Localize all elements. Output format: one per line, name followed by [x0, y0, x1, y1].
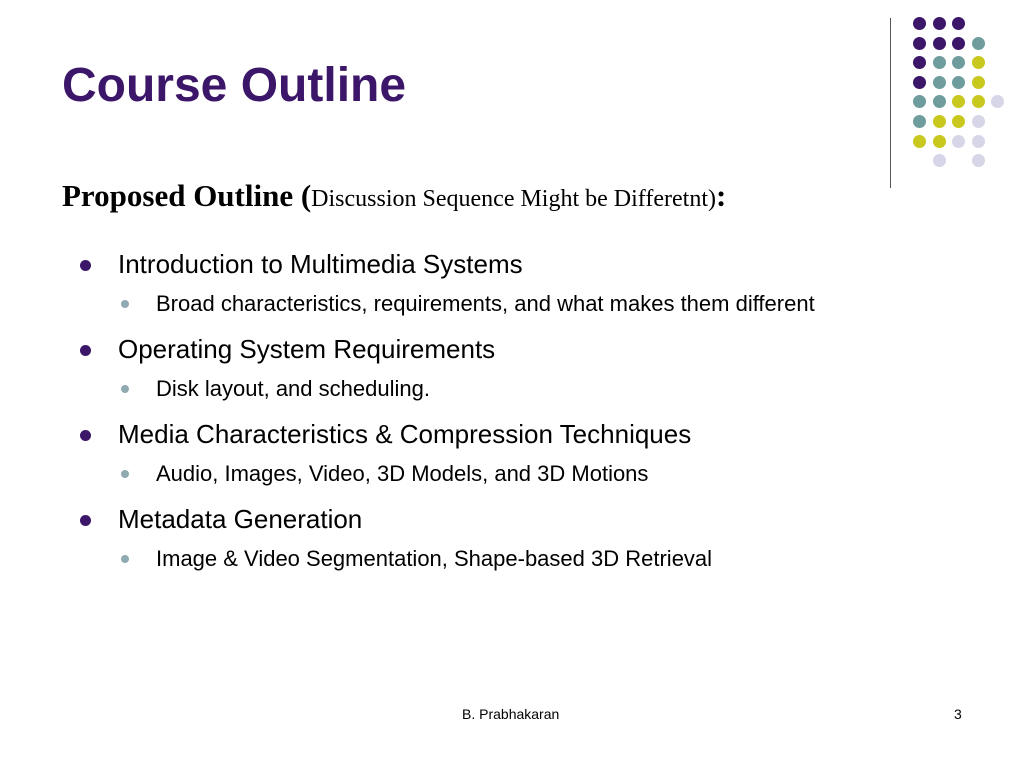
decorative-dot	[913, 17, 926, 30]
decorative-dot	[913, 56, 926, 69]
decorative-dot	[991, 95, 1004, 108]
outline-item	[0, 418, 1024, 489]
decorative-dot	[933, 135, 946, 148]
footer-author: B. Prabhakaran	[462, 706, 560, 722]
slide-title: Course Outline	[62, 59, 407, 112]
slide-subtitle	[62, 178, 726, 214]
bullet-icon	[80, 260, 91, 271]
decorative-dot	[952, 56, 965, 69]
decorative-dot	[933, 56, 946, 69]
decorative-dot	[933, 95, 946, 108]
decorative-dot	[913, 135, 926, 148]
outline-item	[0, 503, 1024, 574]
sub-bullet-icon	[121, 470, 129, 478]
bullet-icon	[80, 515, 91, 526]
outline-item-label: Introduction to Multimedia Systems	[118, 249, 523, 279]
decorative-dot	[952, 76, 965, 89]
outline-sublist	[118, 458, 1024, 489]
decorative-dot	[972, 37, 985, 50]
outline-subitem-label: Broad characteristics, requirements, and what makes them different	[156, 291, 815, 316]
decorative-dot-grid	[0, 0, 1024, 200]
decorative-dot	[933, 115, 946, 128]
outline-list	[0, 248, 1024, 574]
decorative-dot	[952, 95, 965, 108]
outline-subitem	[118, 458, 876, 489]
decorative-dot	[972, 154, 985, 167]
outline-subitem-label: Disk layout, and scheduling.	[156, 376, 430, 401]
decorative-dot	[972, 56, 985, 69]
bullet-icon	[80, 430, 91, 441]
outline-subitem-label: Image & Video Segmentation, Shape-based 3D Retrieval	[156, 546, 713, 571]
outline-sublist	[118, 288, 1024, 319]
sub-bullet-icon	[121, 555, 129, 563]
outline-sublist	[118, 543, 1024, 574]
outline-subitem-label: Audio, Images, Video, 3D Models, and 3D Motions	[156, 461, 649, 486]
subtitle-main: Proposed Outline (	[62, 178, 312, 213]
page-number: 3	[954, 706, 962, 722]
decorative-dot	[952, 17, 965, 30]
decorative-dot	[952, 135, 965, 148]
outline-item-label: Media Characteristics & Compression Techniques	[118, 419, 692, 449]
decorative-dot	[972, 115, 985, 128]
subtitle-end: :	[715, 178, 727, 213]
decorative-dot	[933, 37, 946, 50]
sub-bullet-icon	[121, 300, 129, 308]
outline-item	[0, 248, 1024, 319]
subtitle-paren: Discussion Sequence Might be Differetnt)	[311, 186, 716, 212]
decorative-dot	[933, 154, 946, 167]
outline-sublist	[118, 373, 1024, 404]
decorative-dot	[933, 17, 946, 30]
decorative-dot	[952, 115, 965, 128]
outline-item-label: Metadata Generation	[118, 504, 363, 534]
outline-item-label: Operating System Requirements	[118, 334, 496, 364]
divider-line	[890, 18, 891, 188]
decorative-dot	[913, 115, 926, 128]
decorative-dot	[952, 37, 965, 50]
outline-subitem	[118, 373, 876, 404]
decorative-dot	[972, 95, 985, 108]
bullet-icon	[80, 345, 91, 356]
decorative-dot	[913, 76, 926, 89]
outline-subitem	[118, 288, 876, 319]
outline-subitem	[118, 543, 876, 574]
decorative-dot	[933, 76, 946, 89]
decorative-dot	[972, 135, 985, 148]
decorative-dot	[972, 76, 985, 89]
decorative-dot	[913, 95, 926, 108]
outline-item	[0, 333, 1024, 404]
sub-bullet-icon	[121, 385, 129, 393]
decorative-dot	[913, 37, 926, 50]
